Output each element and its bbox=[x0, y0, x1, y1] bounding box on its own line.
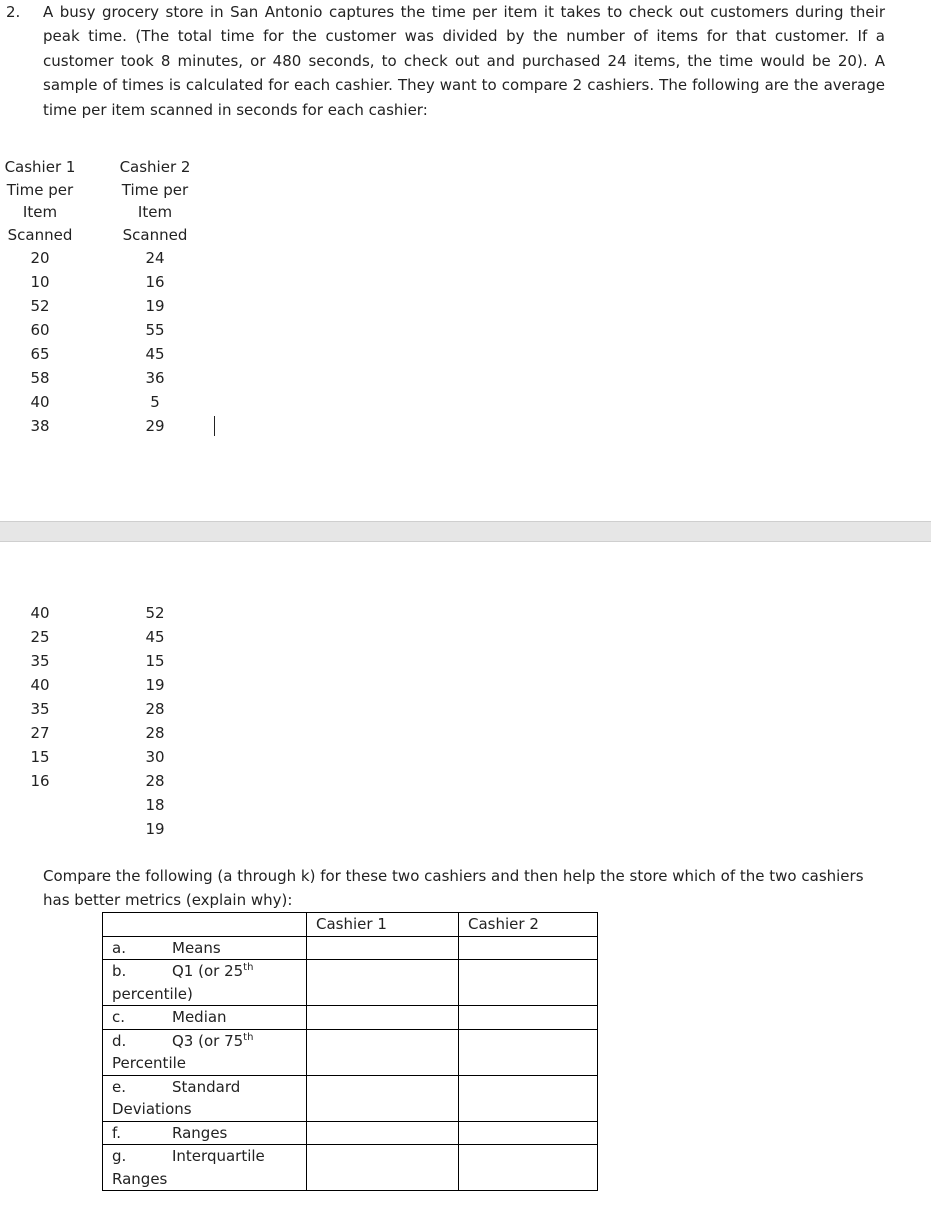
cashier1-answer-cell[interactable] bbox=[307, 1145, 459, 1191]
cashier2-value: 36 bbox=[145, 369, 165, 387]
metric-label: Q3 (or 75 bbox=[172, 1031, 244, 1050]
metric-label-continued: percentile) bbox=[112, 984, 193, 1003]
metric-label: Median bbox=[172, 1008, 227, 1026]
cashier1-column-page1 bbox=[0, 156, 80, 438]
cashier2-answer-cell[interactable] bbox=[459, 1075, 598, 1121]
cashier1-value: 25 bbox=[30, 628, 50, 646]
metric-letter: e. bbox=[112, 1077, 126, 1096]
table-row bbox=[103, 1006, 598, 1030]
cashier1-value: 20 bbox=[30, 249, 50, 267]
cashier2-value: 19 bbox=[145, 676, 165, 694]
cashier1-answer-cell[interactable] bbox=[307, 960, 459, 1006]
page-break bbox=[0, 521, 931, 542]
column-header-line: Scanned bbox=[122, 225, 188, 244]
cashier2-value: 28 bbox=[145, 772, 165, 790]
column-header-line: Scanned bbox=[7, 225, 73, 244]
metric-letter: f. bbox=[112, 1123, 121, 1142]
cashier2-value: 45 bbox=[145, 628, 165, 646]
question-number: 2. bbox=[6, 3, 21, 21]
cashier2-answer-cell[interactable] bbox=[459, 960, 598, 1006]
metric-label-cell bbox=[103, 1145, 307, 1191]
column-header-line: Cashier 2 bbox=[119, 158, 191, 176]
cashier1-value: 27 bbox=[30, 724, 50, 742]
table-row bbox=[103, 1121, 598, 1145]
metric-label-cell bbox=[103, 1006, 307, 1030]
cashier2-value: 18 bbox=[145, 796, 165, 814]
cashier1-value: 58 bbox=[30, 369, 50, 387]
cashier2-value: 16 bbox=[145, 273, 165, 291]
cashier1-value: 52 bbox=[30, 297, 50, 315]
metric-letter: g. bbox=[112, 1147, 127, 1165]
column-header-line: Item bbox=[22, 203, 58, 221]
cashier2-value: 28 bbox=[145, 700, 165, 718]
cashier1-value: 40 bbox=[30, 604, 50, 622]
column-header-line: Time per bbox=[6, 180, 74, 199]
column-header-line: Cashier 1 bbox=[4, 158, 76, 176]
metric-letter: d. bbox=[112, 1031, 127, 1050]
metric-label-cell bbox=[103, 960, 307, 1006]
cashier1-value: 16 bbox=[30, 772, 50, 790]
metric-label-cell bbox=[103, 1075, 307, 1121]
cashier2-value: 19 bbox=[145, 297, 165, 315]
column-header-line: Time per bbox=[121, 180, 189, 199]
cashier2-column-page1 bbox=[115, 156, 195, 438]
metrics-table bbox=[102, 912, 598, 1191]
cashier2-answer-cell[interactable] bbox=[459, 1029, 598, 1075]
cashier1-value: 40 bbox=[30, 393, 50, 411]
metric-label-superscript: th bbox=[243, 962, 254, 973]
cashier1-value: 15 bbox=[30, 748, 50, 766]
cashier2-answer-cell[interactable] bbox=[459, 1006, 598, 1030]
cashier1-value: 10 bbox=[30, 273, 50, 291]
cashier1-answer-cell[interactable] bbox=[307, 936, 459, 960]
cashier2-value: 24 bbox=[145, 249, 165, 267]
metric-label: Ranges bbox=[172, 1123, 228, 1142]
question-text: A busy grocery store in San Antonio captures the time per item it takes to check out customers during their peak time. (The total time for the customer was divided by the number of items for that customer. If a customer took 8 minutes, or 480 seconds, to check out and purchased 24 items, the time would be 20). A sample of times is calculated for each cashier. They want to compare 2 cashiers. The following are the average time per item scanned in seconds for each cashier: bbox=[43, 3, 885, 119]
cashier2-value: 45 bbox=[145, 345, 165, 363]
cashier2-answer-cell[interactable] bbox=[459, 936, 598, 960]
cashier2-value: 5 bbox=[150, 393, 160, 411]
cashier2-value: 15 bbox=[145, 652, 165, 670]
metric-label-cell bbox=[103, 1029, 307, 1075]
metric-label-superscript: th bbox=[243, 1031, 254, 1043]
cashier2-value: 30 bbox=[145, 748, 165, 766]
table-header-row bbox=[103, 913, 598, 937]
table-row bbox=[103, 936, 598, 960]
metric-letter: b. bbox=[112, 962, 127, 980]
cashier2-value: 52 bbox=[145, 604, 165, 622]
cashier1-value: 65 bbox=[30, 345, 50, 363]
metric-label-cell bbox=[103, 1121, 307, 1145]
metric-label: Standard bbox=[172, 1077, 241, 1096]
column-header-line: Item bbox=[137, 203, 173, 221]
metric-letter: a. bbox=[112, 938, 126, 957]
cashier1-answer-cell[interactable] bbox=[307, 1121, 459, 1145]
cashier1-value: 60 bbox=[30, 321, 50, 339]
cashier1-value: 35 bbox=[30, 652, 50, 670]
cashier2-column-page2 bbox=[115, 601, 195, 841]
metric-label-cell bbox=[103, 936, 307, 960]
cashier2-answer-cell[interactable] bbox=[459, 1121, 598, 1145]
cashier1-column-page2 bbox=[0, 601, 80, 793]
table-header-cashier1: Cashier 1 bbox=[307, 913, 459, 937]
cashier2-value: 29 bbox=[145, 417, 165, 435]
metric-label-continued: Ranges bbox=[112, 1169, 168, 1188]
cashier1-value: 40 bbox=[30, 676, 50, 694]
cashier2-value: 19 bbox=[145, 820, 165, 838]
cashier2-answer-cell[interactable] bbox=[459, 1145, 598, 1191]
table-header-cashier2: Cashier 2 bbox=[459, 913, 598, 937]
metric-label: Q1 (or 25 bbox=[172, 962, 244, 980]
cashier1-answer-cell[interactable] bbox=[307, 1006, 459, 1030]
cashier1-value: 35 bbox=[30, 700, 50, 718]
compare-instructions: Compare the following (a through k) for these two cashiers and then help the store which of the two cashiers has better metrics (explain why): bbox=[43, 867, 864, 909]
table-row bbox=[103, 1075, 598, 1121]
cashier1-answer-cell[interactable] bbox=[307, 1075, 459, 1121]
table-row bbox=[103, 1029, 598, 1075]
metric-label-continued: Percentile bbox=[112, 1054, 187, 1072]
metric-label-continued: Deviations bbox=[112, 1100, 192, 1118]
metric-letter: c. bbox=[112, 1008, 126, 1026]
cashier2-value: 28 bbox=[145, 724, 165, 742]
table-row bbox=[103, 1145, 598, 1191]
cashier1-answer-cell[interactable] bbox=[307, 1029, 459, 1075]
cashier1-value: 38 bbox=[30, 417, 50, 435]
table-header-cell bbox=[103, 913, 307, 937]
metric-label: Interquartile bbox=[172, 1147, 265, 1165]
cashier2-value: 55 bbox=[145, 321, 165, 339]
metric-label: Means bbox=[172, 938, 221, 957]
table-row bbox=[103, 960, 598, 1006]
text-cursor bbox=[214, 416, 215, 436]
